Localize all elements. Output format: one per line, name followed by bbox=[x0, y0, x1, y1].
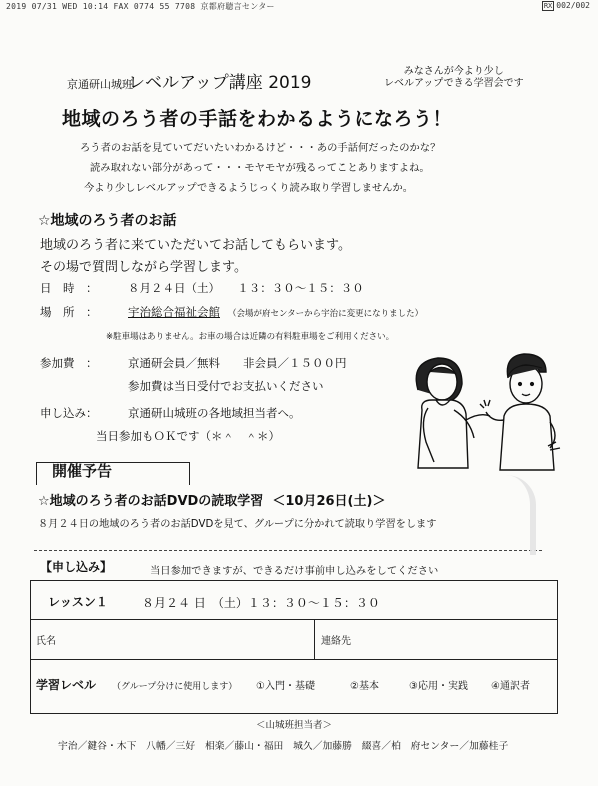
dvd-date: ＜10月26日(土)＞ bbox=[272, 494, 386, 509]
intro-text bbox=[80, 138, 440, 198]
dvd-title-text: ☆地域のろう者のお話DVDの読取学習 bbox=[38, 494, 264, 509]
fee-value: 京通研会員／無料 非会員／１５００円 bbox=[128, 356, 347, 370]
application-heading: 【申し込み】 bbox=[40, 560, 113, 574]
dvd-description: ８月２４日の地域のろう者のお話DVDを見て、グループに分かれて読取り学習をします bbox=[38, 519, 437, 530]
parking-note: ※駐車場はありません。お車の場合は近隣の有料駐車場をご利用ください。 bbox=[106, 332, 395, 342]
fax-page-number bbox=[542, 1, 590, 11]
lesson-label: レッスン１ bbox=[48, 595, 108, 609]
place-label: 場 所 ： bbox=[40, 305, 98, 319]
intro-line-3: 今より少しレベルアップできるようじっくり読み取り学習しませんか。 bbox=[84, 182, 414, 194]
notice-title: 開催予告 bbox=[52, 462, 113, 480]
dvd-title bbox=[38, 490, 385, 509]
apply-value: 京通研山城班の各地域担当者へ。 bbox=[128, 406, 301, 420]
place-value: 宇治総合福祉会館 bbox=[128, 305, 220, 319]
headline: 地域のろう者の手話をわかるようになろう！ bbox=[62, 108, 453, 130]
form-vertical-divider bbox=[314, 619, 315, 659]
tagline-line-1: みなさんが今より少し bbox=[403, 66, 504, 77]
faint-mark bbox=[490, 475, 536, 555]
level-option-basic[interactable]: ②基本 bbox=[350, 681, 379, 692]
level-label: 学習レベル bbox=[36, 678, 97, 692]
fax-page: 002/002 bbox=[556, 1, 590, 10]
level-option-interpreter[interactable]: ④通訳者 bbox=[491, 681, 530, 692]
name-field[interactable]: 氏名 bbox=[36, 636, 56, 647]
form-divider-1 bbox=[31, 619, 557, 620]
contact-field[interactable]: 連絡先 bbox=[321, 636, 351, 647]
talk-line-2: その場で質問しながら学習します。 bbox=[40, 260, 247, 275]
apply-label: 申し込み： bbox=[40, 406, 98, 420]
intro-line-1: ろう者のお話を見ていてだいたいわかるけど・・・あの手話何だったのかな？ bbox=[80, 142, 441, 154]
fax-rx-box: RX bbox=[543, 2, 553, 10]
form-divider-2 bbox=[31, 659, 557, 660]
talk-line-1: 地域のろう者に来ていただいてお話してもらいます。 bbox=[40, 238, 351, 253]
date-value: ８月２４日（土） １３：３０〜１５：３０ bbox=[128, 281, 364, 295]
intro-line-2: 読み取れない部分があって・・・モヤモヤが残るってことありますよね。 bbox=[90, 162, 430, 174]
place-note: （会場が府センターから宇治に変更になりました） bbox=[228, 309, 424, 319]
level-note: （グループ分けに使用します） bbox=[112, 682, 238, 692]
tagline bbox=[384, 66, 524, 90]
organization-name: 京通研山城班 bbox=[67, 78, 133, 91]
fee-label: 参加費 ： bbox=[40, 356, 98, 370]
apply-note: 当日参加もＯＫです（＊＾ ＾＊） bbox=[96, 429, 280, 443]
fee-note: 参加費は当日受付でお支払いください bbox=[128, 379, 324, 393]
level-option-advanced[interactable]: ③応用・実践 bbox=[409, 681, 468, 692]
responsible-heading: ＜山城班担当者＞ bbox=[256, 720, 333, 731]
level-option-intro[interactable]: ①入門・基礎 bbox=[256, 681, 315, 692]
course-title: レベルアップ講座 2019 bbox=[128, 73, 312, 93]
section-divider bbox=[34, 550, 542, 551]
lesson-date: ８月２４ 日 （土）１３：３０〜１５：３０ bbox=[142, 596, 380, 610]
signers-illustration bbox=[400, 350, 580, 475]
tagline-line-2: レベルアップできる学習会です bbox=[384, 78, 524, 89]
date-label: 日 時 ： bbox=[40, 281, 98, 295]
talk-title: ☆地域のろう者のお話 bbox=[38, 213, 177, 229]
fax-header: 2019 07/31 WED 10:14 FAX 0774 55 7708 京都府聴言センター bbox=[6, 2, 275, 11]
responsible-list: 宇治／鍵谷・木下 八幡／三好 相楽／藤山・福田 城久／加藤勝 綴喜／柏 府センター／加藤桂子 bbox=[58, 741, 509, 752]
application-note: 当日参加できますが、できるだけ事前申し込みをしてください bbox=[150, 565, 439, 577]
